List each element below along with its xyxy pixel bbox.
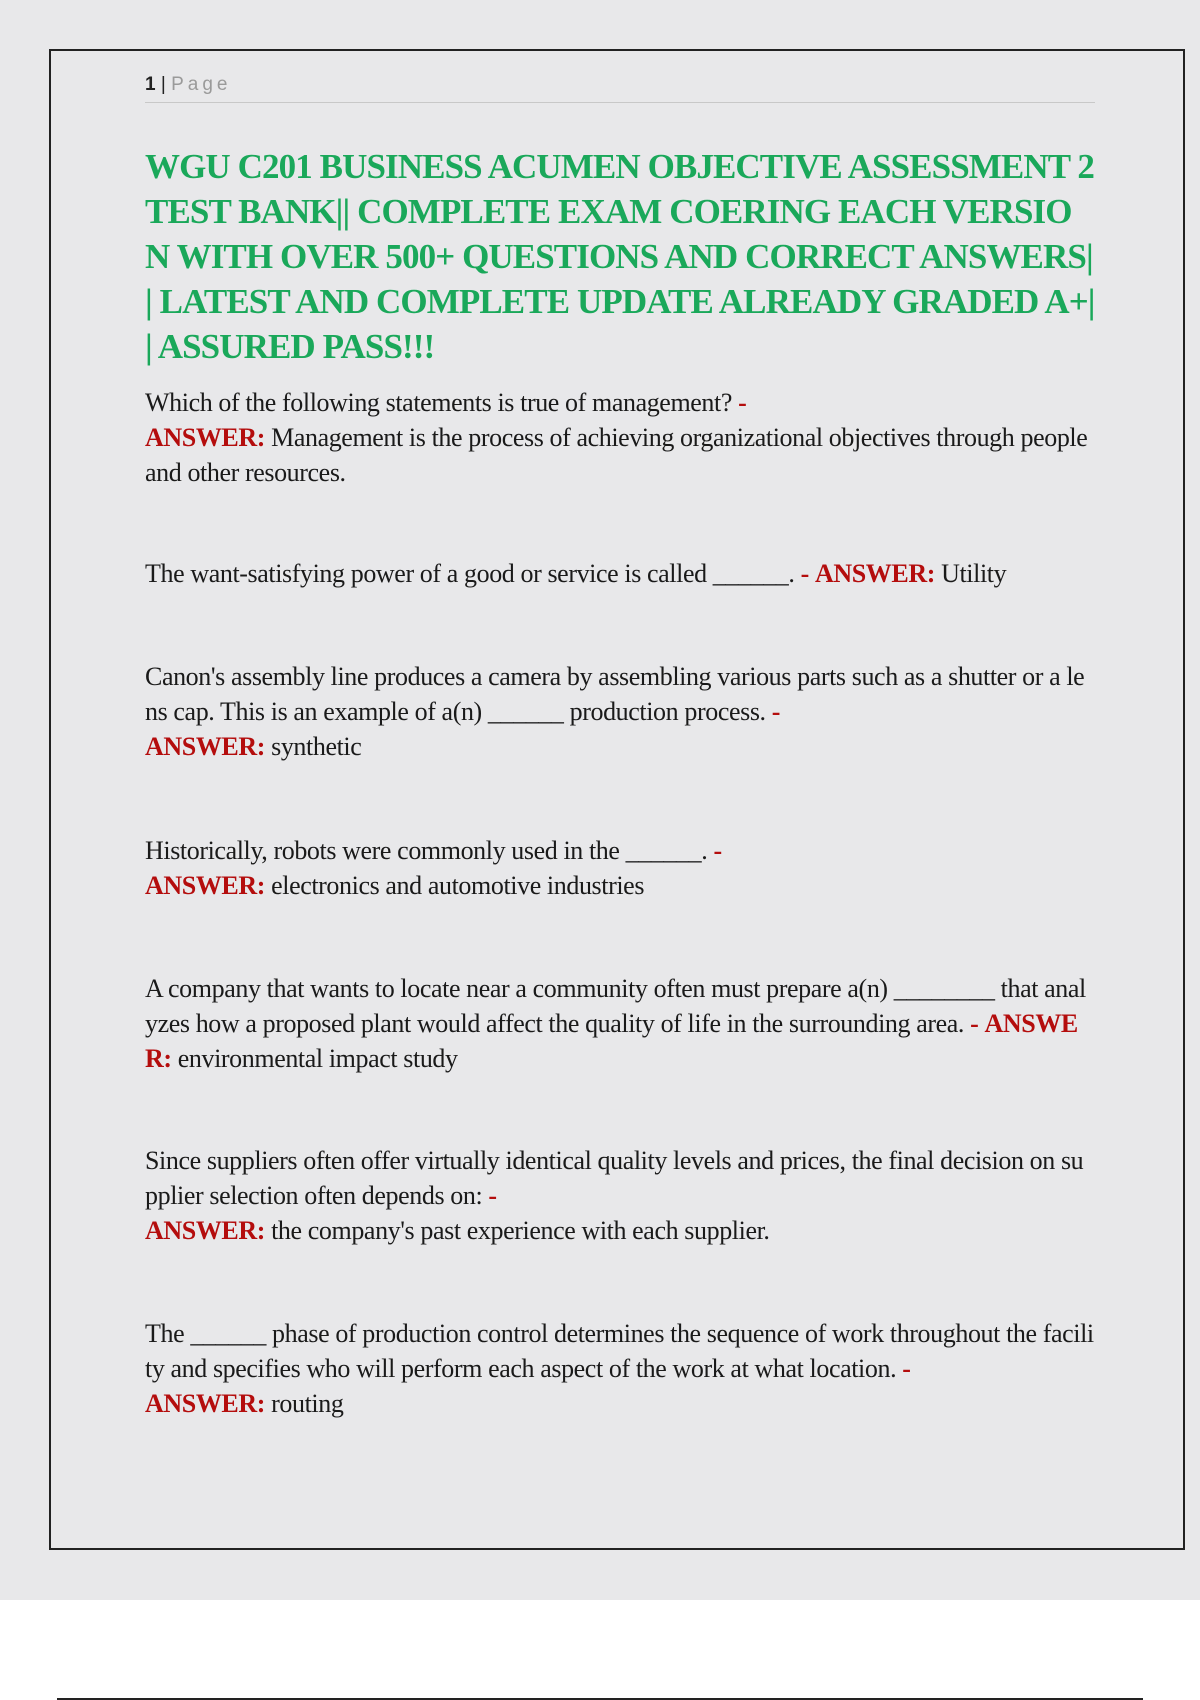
answer-text: environmental impact study xyxy=(177,1044,458,1073)
answer-text: routing xyxy=(271,1389,344,1418)
question-text: Since suppliers often offer virtually identical quality levels and prices, the final decision on supplier selection often depends on: xyxy=(145,1146,1084,1210)
answer-label: ANSWER: xyxy=(145,732,265,761)
page-word: Page xyxy=(171,74,232,95)
answer-separator: - xyxy=(738,388,747,417)
page-number: 1 xyxy=(145,74,156,95)
answer-separator: - xyxy=(970,1009,979,1038)
qa-item xyxy=(145,1316,1095,1421)
answer-label: ANSWER: xyxy=(145,1009,1078,1073)
answer-label: ANSWER: xyxy=(814,559,935,588)
question-text: The want-satisfying power of a good or service is called ______. xyxy=(145,559,795,588)
question-text: Which of the following statements is true of management? xyxy=(145,388,732,417)
qa-item xyxy=(145,556,1095,591)
answer-text: electronics and automotive industries xyxy=(271,871,645,900)
qa-item xyxy=(145,971,1095,1076)
answer-separator: - xyxy=(713,836,722,865)
answer-text: Utility xyxy=(941,559,1007,588)
question-text: The ______ phase of production control determines the sequence of work throughout the facility and specifies who will perform each aspect of the work at what location. xyxy=(145,1319,1094,1383)
answer-separator: - xyxy=(902,1354,911,1383)
answer-label: ANSWER: xyxy=(145,1216,265,1245)
question-text: Historically, robots were commonly used in the ______. xyxy=(145,836,708,865)
page-header xyxy=(145,74,1095,103)
answer-text: the company's past experience with each supplier. xyxy=(271,1216,770,1245)
answer-text: synthetic xyxy=(271,732,362,761)
qa-item xyxy=(145,659,1095,764)
qa-item xyxy=(145,1143,1095,1248)
answer-separator: - xyxy=(488,1181,497,1210)
answer-separator: - xyxy=(771,697,781,726)
answer-text: Management is the process of achieving organizational objectives through people and other resources. xyxy=(145,423,1088,487)
qa-item xyxy=(145,833,1095,903)
document-title: WGU C201 BUSINESS ACUMEN OBJECTIVE ASSESSMENT 2 TEST BANK|| COMPLETE EXAM COERING EACH VERSION WITH OVER 500+ QUESTIONS AND CORRECT ANSWERS|| LATEST AND COMPLETE UPDATE ALREADY GRADED A+|| ASSURED PASS!!! xyxy=(145,147,1095,366)
question-text: A company that wants to locate near a community often must prepare a(n) ________ that analyzes how a proposed plant would affect the quality of life in the surrounding area. xyxy=(145,974,1086,1038)
answer-separator: - xyxy=(800,559,809,588)
answer-label: ANSWER: xyxy=(145,871,265,900)
answer-label: ANSWER: xyxy=(145,423,265,452)
answer-label: ANSWER: xyxy=(145,1389,265,1418)
question-text: Canon's assembly line produces a camera by assembling various parts such as a shutter or a lens cap. This is an example of a(n) ______ production process. xyxy=(145,662,1085,726)
header-divider: | xyxy=(160,74,172,95)
qa-item xyxy=(145,385,1095,490)
